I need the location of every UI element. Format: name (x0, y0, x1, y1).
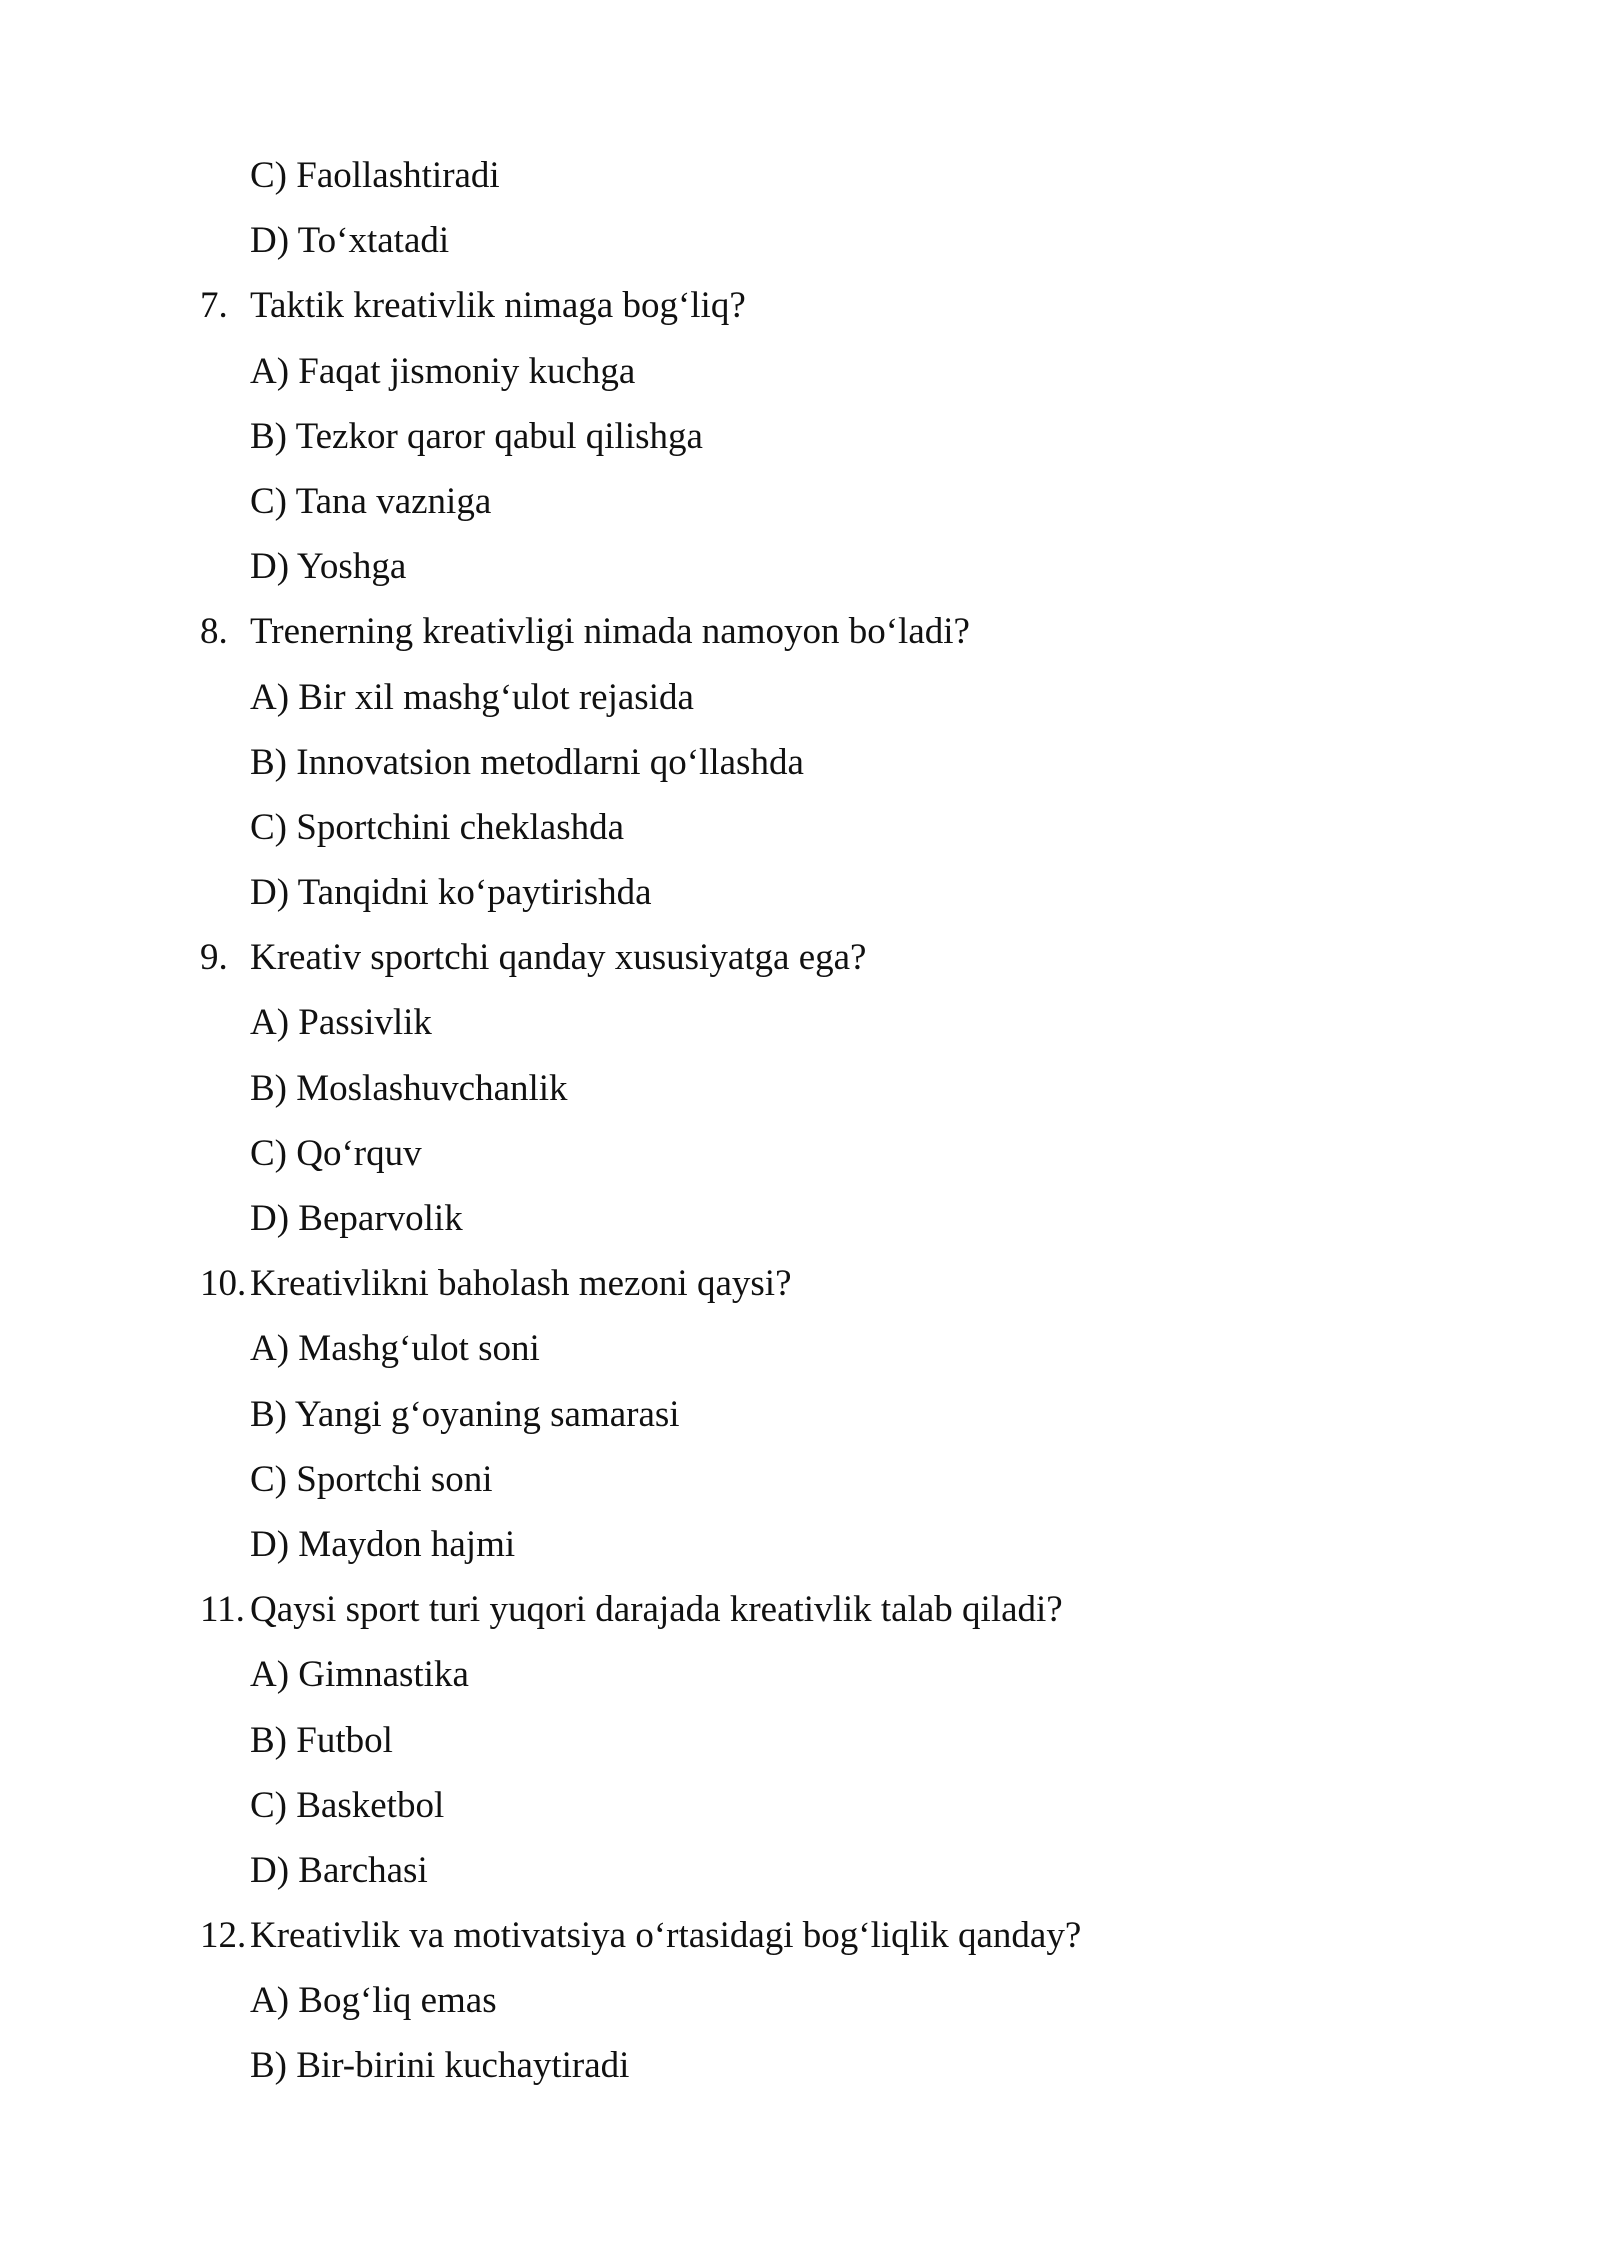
option-line: B) Moslashuvchanlik (250, 1067, 568, 1109)
option-line: D) Barchasi (250, 1849, 428, 1891)
question-10 (0, 1258, 1600, 1323)
option-line: C) Qo‘rquv (250, 1132, 422, 1174)
question-number: 8. (200, 611, 228, 653)
option-line: D) Tanqidni ko‘paytirishda (250, 872, 652, 914)
option-line: A) Bir xil mashg‘ulot rejasida (250, 676, 694, 718)
option-line: C) Sportchi soni (250, 1458, 493, 1500)
question-number: 10. (200, 1263, 247, 1305)
question-text: Kreativ sportchi qanday xususiyatga ega? (250, 937, 867, 979)
option-line: A) Bog‘liq emas (250, 1980, 497, 2022)
option-line: C) Sportchini cheklashda (250, 806, 625, 848)
option-line: B) Futbol (250, 1719, 393, 1761)
question-11 (0, 1584, 1600, 1649)
question-12 (0, 1910, 1600, 1975)
question-9 (0, 932, 1600, 997)
option-line: A) Mashg‘ulot soni (250, 1328, 540, 1370)
question-text: Trenerning kreativligi nimada namoyon bo‘ladi? (250, 611, 970, 653)
option-line: B) Yangi g‘oyaning samarasi (250, 1393, 680, 1435)
option-line: A) Gimnastika (250, 1654, 469, 1696)
question-number: 9. (200, 937, 228, 979)
option-line: A) Passivlik (250, 1002, 432, 1044)
question-number: 12. (200, 1915, 247, 1957)
question-text: Qaysi sport turi yuqori darajada kreativlik talab qiladi? (250, 1589, 1063, 1631)
question-8 (0, 606, 1600, 671)
option-line: A) Faqat jismoniy kuchga (250, 350, 636, 392)
option-line: B) Bir-birini kuchaytiradi (250, 2045, 630, 2087)
option-line: D) Maydon hajmi (250, 1523, 516, 1565)
question-text: Kreativlik va motivatsiya o‘rtasidagi bog‘liqlik qanday? (250, 1915, 1082, 1957)
question-list (0, 150, 1600, 2106)
question-text: Kreativlikni baholash mezoni qaysi? (250, 1263, 792, 1305)
option-line: B) Innovatsion metodlarni qo‘llashda (250, 741, 804, 783)
question-number: 7. (200, 285, 228, 327)
option-line: C) Tana vazniga (250, 480, 492, 522)
question-number: 11. (200, 1589, 245, 1631)
option-line: B) Tezkor qaror qabul qilishga (250, 415, 703, 457)
option-line: D) Yoshga (250, 546, 407, 588)
question-text: Taktik kreativlik nimaga bog‘liq? (250, 285, 746, 327)
option-line: D) Beparvolik (250, 1198, 463, 1239)
option-line: D) To‘xtatadi (250, 220, 450, 262)
question-7 (0, 280, 1600, 345)
option-line: C) Basketbol (250, 1784, 445, 1826)
option-line: C) Faollashtiradi (250, 155, 500, 196)
